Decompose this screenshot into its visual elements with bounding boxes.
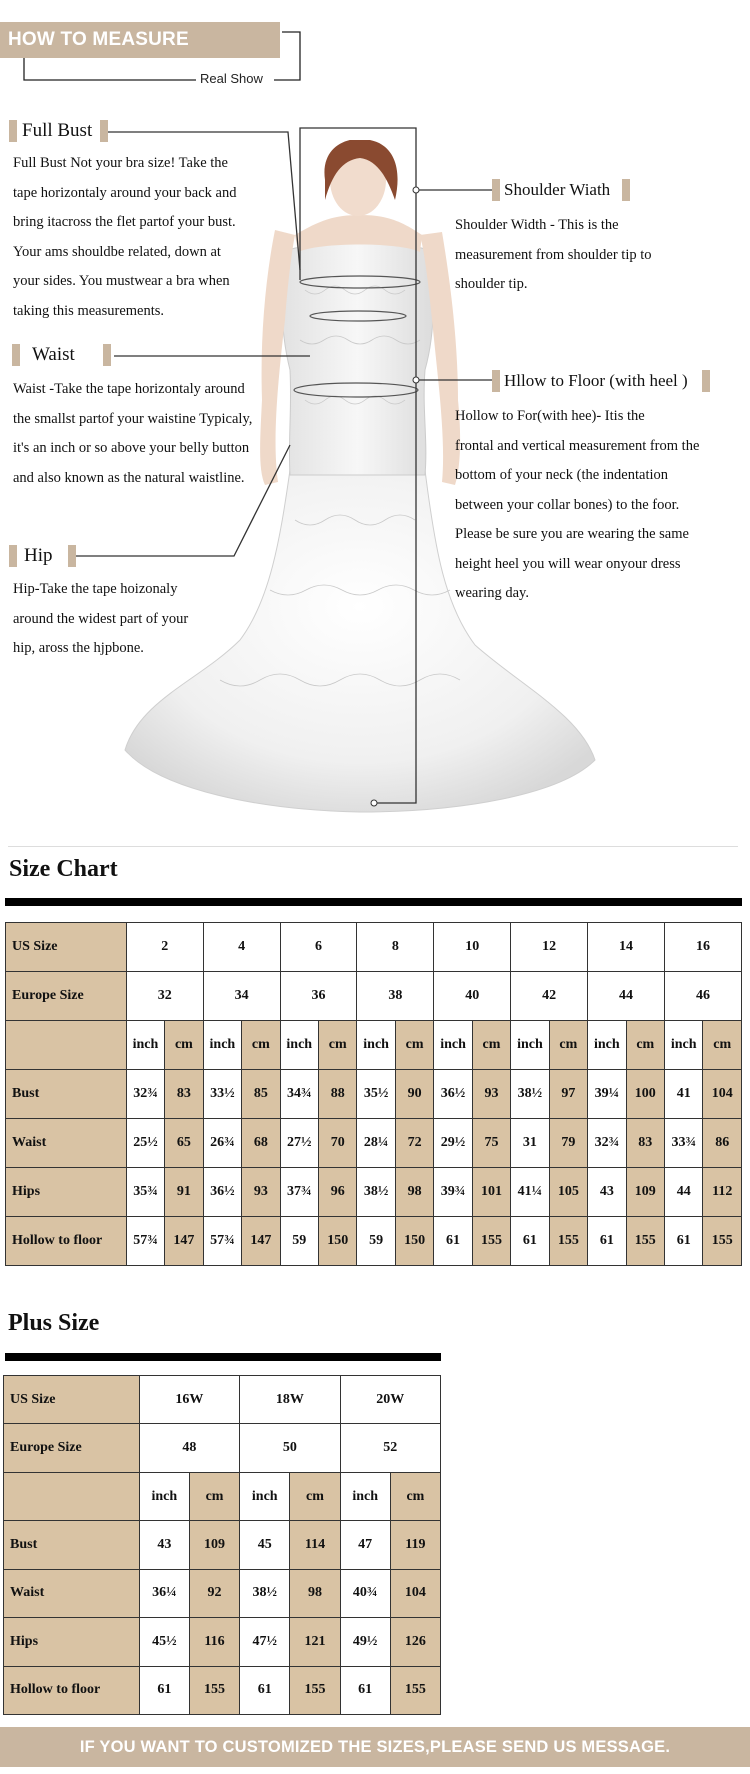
table-cell: 91 xyxy=(165,1168,203,1217)
table-row xyxy=(4,1666,441,1714)
table-cell: 40 xyxy=(434,972,511,1021)
table-row xyxy=(6,1119,742,1168)
table-row xyxy=(4,1376,441,1424)
full-bust-label: Full Bust xyxy=(22,120,93,141)
table-cell: 109 xyxy=(189,1521,239,1569)
table-cell: 32 xyxy=(126,972,203,1021)
unit-cell: cm xyxy=(242,1021,280,1070)
unit-cell: cm xyxy=(390,1472,440,1520)
table-cell: 96 xyxy=(318,1168,356,1217)
table-cell: 38½ xyxy=(511,1070,549,1119)
row-header: Bust xyxy=(4,1521,140,1569)
table-cell: 41¼ xyxy=(511,1168,549,1217)
row-header: Hollow to floor xyxy=(4,1666,140,1714)
table-cell: 155 xyxy=(189,1666,239,1714)
label-bar xyxy=(68,545,76,567)
label-bar xyxy=(103,344,111,366)
table-cell: 155 xyxy=(703,1217,742,1266)
table-cell: 29½ xyxy=(434,1119,472,1168)
table-cell: 16W xyxy=(139,1376,239,1424)
table-cell: 61 xyxy=(511,1217,549,1266)
table-row xyxy=(6,972,742,1021)
table-row xyxy=(4,1472,441,1520)
table-cell: 41 xyxy=(664,1070,702,1119)
unit-cell: inch xyxy=(357,1021,395,1070)
table-cell: 116 xyxy=(189,1618,239,1666)
row-header: Waist xyxy=(6,1119,127,1168)
table-cell: 38½ xyxy=(240,1569,290,1617)
table-cell: 45 xyxy=(240,1521,290,1569)
table-row xyxy=(6,923,742,972)
waist-label: Waist xyxy=(32,344,75,365)
plus-size-title: Plus Size xyxy=(8,1310,100,1336)
table-cell: 155 xyxy=(290,1666,340,1714)
unit-cell: inch xyxy=(203,1021,241,1070)
table-cell: 33¾ xyxy=(664,1119,702,1168)
table-cell: 114 xyxy=(290,1521,340,1569)
table-cell: 150 xyxy=(395,1217,433,1266)
table-cell: 109 xyxy=(626,1168,664,1217)
unit-cell: inch xyxy=(588,1021,626,1070)
table-cell: 61 xyxy=(434,1217,472,1266)
table-cell: 90 xyxy=(395,1070,433,1119)
table-cell: 65 xyxy=(165,1119,203,1168)
row-header: Europe Size xyxy=(4,1424,140,1472)
table-cell: 50 xyxy=(240,1424,340,1472)
plus-size-table xyxy=(3,1375,441,1715)
table-cell: 93 xyxy=(242,1168,280,1217)
table-cell: 42 xyxy=(511,972,588,1021)
table-cell: 61 xyxy=(240,1666,290,1714)
table-cell: 36 xyxy=(280,972,357,1021)
table-row xyxy=(6,1070,742,1119)
table-cell: 98 xyxy=(290,1569,340,1617)
table-cell: 39¼ xyxy=(588,1070,626,1119)
table-cell: 85 xyxy=(242,1070,280,1119)
table-cell: 104 xyxy=(703,1070,742,1119)
table-cell: 52 xyxy=(340,1424,440,1472)
table-cell: 150 xyxy=(318,1217,356,1266)
unit-cell: inch xyxy=(664,1021,702,1070)
table-cell: 12 xyxy=(511,923,588,972)
table-cell: 61 xyxy=(340,1666,390,1714)
table-cell: 40¾ xyxy=(340,1569,390,1617)
section-rule xyxy=(5,1353,441,1361)
table-cell: 45½ xyxy=(139,1618,189,1666)
unit-cell: inch xyxy=(126,1021,164,1070)
table-row xyxy=(6,1168,742,1217)
table-cell: 25½ xyxy=(126,1119,164,1168)
table-cell: 35¾ xyxy=(126,1168,164,1217)
unit-cell: inch xyxy=(511,1021,549,1070)
unit-cell: cm xyxy=(290,1472,340,1520)
label-bar xyxy=(702,370,710,392)
table-cell: 32¾ xyxy=(126,1070,164,1119)
page-title: HOW TO MEASURE YOURSELF xyxy=(0,22,280,58)
customize-message-banner: IF YOU WANT TO CUSTOMIZED THE SIZES,PLEASE SEND US MESSAGE. xyxy=(0,1727,750,1767)
table-cell: 16 xyxy=(664,923,741,972)
table-row xyxy=(4,1618,441,1666)
table-cell xyxy=(6,1021,127,1070)
full-bust-text: Full Bust Not your bra size! Take the tape horizontaly around your back and bring itacross the flet partof your bust. Your ams shouldbe related, down at your sides. You mustwear a bra when taking this measurements. xyxy=(13,155,237,319)
shoulder-label: Shoulder Wiath xyxy=(504,180,611,199)
table-cell: 72 xyxy=(395,1119,433,1168)
table-cell: 121 xyxy=(290,1618,340,1666)
table-cell: 155 xyxy=(549,1217,587,1266)
table-cell: 61 xyxy=(664,1217,702,1266)
label-bar xyxy=(492,370,500,392)
table-cell: 155 xyxy=(626,1217,664,1266)
table-cell: 119 xyxy=(390,1521,440,1569)
table-cell: 2 xyxy=(126,923,203,972)
table-cell: 14 xyxy=(588,923,665,972)
table-cell: 34¾ xyxy=(280,1070,318,1119)
row-header: Hips xyxy=(6,1168,127,1217)
table-cell: 92 xyxy=(189,1569,239,1617)
unit-cell: cm xyxy=(318,1021,356,1070)
unit-cell: inch xyxy=(139,1472,189,1520)
table-cell: 43 xyxy=(139,1521,189,1569)
table-cell: 147 xyxy=(242,1217,280,1266)
table-cell: 49½ xyxy=(340,1618,390,1666)
divider xyxy=(8,846,738,847)
label-bar xyxy=(492,179,500,201)
hollow-text: Hollow to For(with hee)- Itis the frontal and vertical measurement from the bottom of your neck (the indentation between your collar bones) to the foor. Please be sure you are wearing the same height heel you will wear onyour dress wearing day. xyxy=(455,408,700,601)
table-cell: 105 xyxy=(549,1168,587,1217)
label-bar xyxy=(9,120,17,142)
table-cell: 36½ xyxy=(203,1168,241,1217)
table-row xyxy=(4,1424,441,1472)
table-cell: 79 xyxy=(549,1119,587,1168)
unit-cell: cm xyxy=(165,1021,203,1070)
table-cell: 39¾ xyxy=(434,1168,472,1217)
table-cell: 70 xyxy=(318,1119,356,1168)
unit-cell: cm xyxy=(472,1021,510,1070)
table-cell: 155 xyxy=(472,1217,510,1266)
unit-cell: inch xyxy=(434,1021,472,1070)
row-header: US Size xyxy=(4,1376,140,1424)
table-cell: 47½ xyxy=(240,1618,290,1666)
table-row xyxy=(6,1217,742,1266)
table-cell: 46 xyxy=(664,972,741,1021)
row-header: Europe Size xyxy=(6,972,127,1021)
label-bar xyxy=(100,120,108,142)
unit-cell: inch xyxy=(280,1021,318,1070)
real-show-label: Real Show xyxy=(200,71,263,86)
unit-cell: inch xyxy=(240,1472,290,1520)
table-cell: 97 xyxy=(549,1070,587,1119)
table-cell: 26¾ xyxy=(203,1119,241,1168)
table-cell: 104 xyxy=(390,1569,440,1617)
table-cell: 6 xyxy=(280,923,357,972)
table-cell: 88 xyxy=(318,1070,356,1119)
row-header: Hips xyxy=(4,1618,140,1666)
table-cell: 83 xyxy=(626,1119,664,1168)
table-cell: 28¼ xyxy=(357,1119,395,1168)
table-cell: 10 xyxy=(434,923,511,972)
row-header: US Size xyxy=(6,923,127,972)
table-cell: 57¾ xyxy=(203,1217,241,1266)
shoulder-text: Shoulder Width - This is the measurement from shoulder tip to shoulder tip. xyxy=(455,217,652,292)
table-cell: 59 xyxy=(357,1217,395,1266)
table-cell: 83 xyxy=(165,1070,203,1119)
table-cell: 68 xyxy=(242,1119,280,1168)
unit-cell: cm xyxy=(549,1021,587,1070)
size-chart-table xyxy=(5,922,742,1266)
table-cell: 20W xyxy=(340,1376,440,1424)
table-cell: 32¾ xyxy=(588,1119,626,1168)
table-row xyxy=(4,1521,441,1569)
unit-cell: cm xyxy=(395,1021,433,1070)
table-cell: 35½ xyxy=(357,1070,395,1119)
hip-label: Hip xyxy=(24,545,53,566)
table-cell: 44 xyxy=(664,1168,702,1217)
table-cell: 37¾ xyxy=(280,1168,318,1217)
table-cell: 43 xyxy=(588,1168,626,1217)
table-cell: 48 xyxy=(139,1424,239,1472)
table-cell: 61 xyxy=(588,1217,626,1266)
table-cell: 93 xyxy=(472,1070,510,1119)
unit-cell: cm xyxy=(189,1472,239,1520)
table-cell: 31 xyxy=(511,1119,549,1168)
table-cell: 100 xyxy=(626,1070,664,1119)
table-cell: 86 xyxy=(703,1119,742,1168)
table-cell: 36½ xyxy=(434,1070,472,1119)
table-cell: 33½ xyxy=(203,1070,241,1119)
table-cell: 98 xyxy=(395,1168,433,1217)
table-cell: 27½ xyxy=(280,1119,318,1168)
table-cell: 4 xyxy=(203,923,280,972)
table-cell: 38½ xyxy=(357,1168,395,1217)
unit-cell: cm xyxy=(626,1021,664,1070)
label-bar xyxy=(12,344,20,366)
table-cell: 75 xyxy=(472,1119,510,1168)
table-cell: 57¾ xyxy=(126,1217,164,1266)
table-cell: 44 xyxy=(588,972,665,1021)
hollow-label: Hllow to Floor (with heel ) xyxy=(504,371,688,390)
table-cell: 61 xyxy=(139,1666,189,1714)
hip-text: Hip-Take the tape hoizonaly around the widest part of your hip, aross the hjpbone. xyxy=(13,581,189,656)
table-cell: 47 xyxy=(340,1521,390,1569)
table-row xyxy=(6,1021,742,1070)
table-cell: 59 xyxy=(280,1217,318,1266)
size-chart-title: Size Chart xyxy=(9,856,118,882)
label-bar xyxy=(9,545,17,567)
table-cell xyxy=(4,1472,140,1520)
table-cell: 112 xyxy=(703,1168,742,1217)
unit-cell: inch xyxy=(340,1472,390,1520)
row-header: Waist xyxy=(4,1569,140,1617)
table-cell: 101 xyxy=(472,1168,510,1217)
waist-text: Waist -Take the tape horizontaly around the smallst partof your waistine Typicaly, it's an inch or so above your belly button and also known as the natural waistline. xyxy=(13,381,253,486)
section-rule xyxy=(5,898,742,906)
table-cell: 147 xyxy=(165,1217,203,1266)
table-cell: 126 xyxy=(390,1618,440,1666)
table-cell: 38 xyxy=(357,972,434,1021)
table-cell: 34 xyxy=(203,972,280,1021)
table-cell: 36¼ xyxy=(139,1569,189,1617)
table-row xyxy=(4,1569,441,1617)
table-cell: 18W xyxy=(240,1376,340,1424)
row-header: Bust xyxy=(6,1070,127,1119)
unit-cell: cm xyxy=(703,1021,742,1070)
row-header: Hollow to floor xyxy=(6,1217,127,1266)
table-cell: 8 xyxy=(357,923,434,972)
label-bar xyxy=(622,179,630,201)
table-cell: 155 xyxy=(390,1666,440,1714)
